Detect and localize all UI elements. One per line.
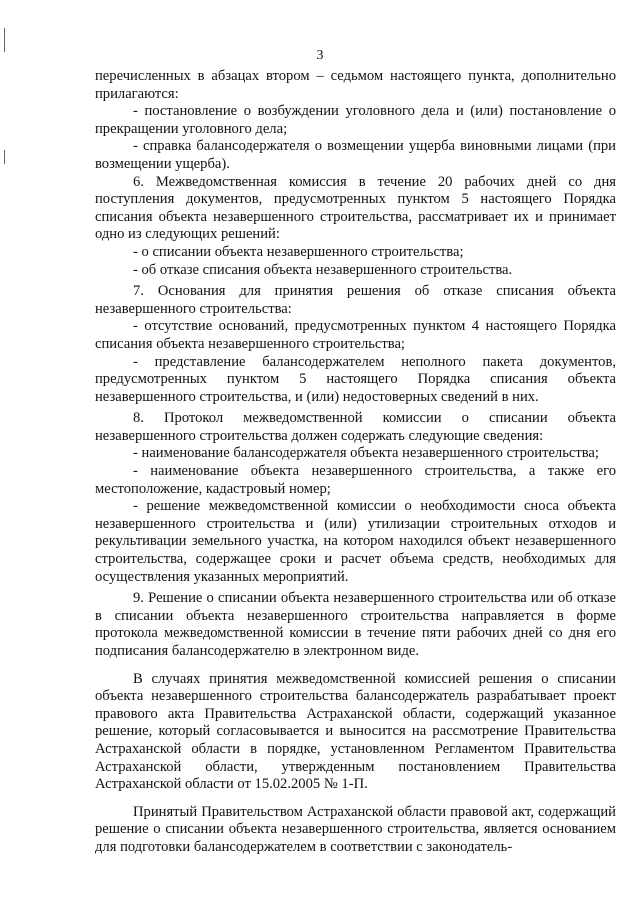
paragraph: - справка балансодержателя о возмещении ущерба виновными лицами (при возмещении ущерба).: [95, 138, 616, 172]
paragraph: - о списании объекта незавершенного строительства;: [133, 243, 464, 260]
paragraph: - наименование балансодержателя объекта незавершенного строительства;: [133, 445, 599, 462]
paragraph: 6. Межведомственная комиссия в течение 20 рабочих дней со дня поступления документов, предусмотренных пунктом 5 настоящего Порядка списания объекта незавершенного строительства, рассматривает их и принимает одно из следующих решений:: [95, 173, 616, 243]
page-number: 3: [316, 48, 324, 63]
paragraph: 9. Решение о списании объекта незавершенного строительства или об отказе в списании объекта незавершенного строительства направляется в форме протокола межведомственной комиссии в течение пяти рабочих дней со дня его подписания балансодержателю в электронном виде.: [95, 590, 616, 659]
paragraph: - представление балансодержателем неполного пакета документов, предусмотренных пунктом 5 настоящего Порядка списания объекта незавершенного строительства, и (или) недостоверных сведений в них.: [95, 353, 616, 405]
paragraph: 7. Основания для принятия решения об отказе списания объекта незавершенного строительства:: [95, 283, 616, 317]
paragraph: Принятый Правительством Астраханской области правовой акт, содержащий решение о списании объекта незавершенного строительства, является основанием для подготовки балансодержателем в соответствии с законодатель-: [95, 803, 616, 855]
paragraph: - постановление о возбуждении уголовного дела и (или) постановление о прекращении уголовного дела;: [95, 103, 616, 137]
paragraph: - отсутствие оснований, предусмотренных пунктом 4 настоящего Порядка списания объекта незавершенного строительства;: [95, 318, 616, 352]
paragraph: - об отказе списания объекта незавершенного строительства.: [133, 261, 513, 278]
paragraph: - наименование объекта незавершенного строительства, а также его местоположение, кадастровый номер;: [95, 463, 616, 497]
paragraph: - решение межведомственной комиссии о необходимости сноса объекта незавершенного строительства и (или) утилизации строительных отходов и рекультивации земельного участка, на котором находился объект незавершенного строительства, содержащее сроки и расчет объема средств, необходимых для осуществления указанных мероприятий.: [95, 498, 616, 585]
paragraph: 8. Протокол межведомственной комиссии о списании объекта незавершенного строительства должен содержать следующие сведения:: [95, 410, 616, 444]
document-body: [95, 68, 616, 857]
scan-margin-mark-middle: [4, 150, 5, 164]
paragraph: перечисленных в абзацах втором – седьмом настоящего пункта, дополнительно прилагаются:: [95, 68, 616, 102]
paragraph: В случаях принятия межведомственной комиссией решения о списании объекта незавершенного строительства балансодержатель разрабатывает проект правового акта Правительства Астраханской области, содержащий указанное решение, который согласовывается и выносится на рассмотрение Правительства Астраханской области в порядке, установленном Регламентом Правительства Астраханской области, утвержденным постановлением Правительства Астраханской области от 15.02.2005 № 1-П.: [95, 670, 616, 793]
